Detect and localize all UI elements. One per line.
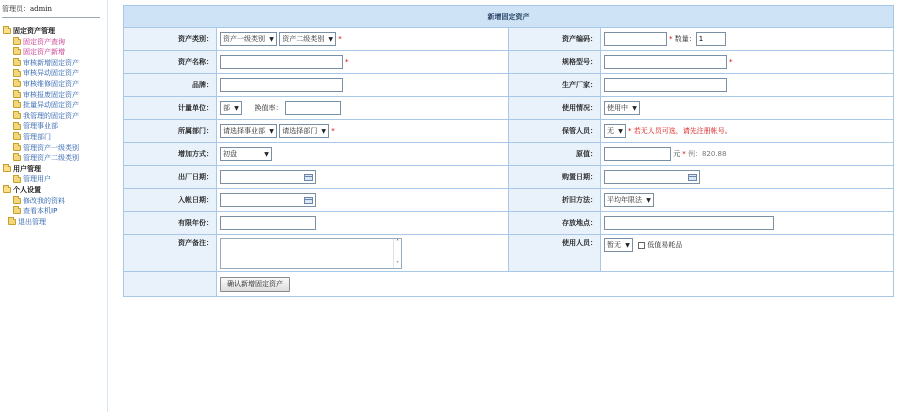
nav-label: 固定资产查询	[23, 37, 65, 46]
nav-item[interactable]	[3, 121, 107, 132]
nav-item[interactable]	[3, 111, 107, 122]
nav-item[interactable]	[3, 79, 107, 90]
nav-tree	[3, 26, 107, 227]
nav-label: 管理事业部	[23, 122, 58, 131]
price-unit: 元	[673, 150, 681, 158]
calendar-icon[interactable]	[304, 174, 313, 181]
folder-icon	[13, 49, 21, 55]
nav-label: 固定资产新增	[23, 48, 65, 57]
required-mark: *	[331, 127, 335, 135]
status-select[interactable]: 使用中 ▼	[604, 101, 640, 115]
name-label: 资产名称：	[124, 51, 217, 74]
price-hint: 例：820.88	[687, 150, 727, 158]
nav-label: 管理部门	[23, 132, 51, 141]
qty-input[interactable]	[696, 32, 726, 46]
nav-item[interactable]	[3, 47, 107, 58]
status-label: 使用情况：	[509, 97, 601, 120]
folder-icon	[13, 102, 21, 108]
folder-icon	[13, 81, 21, 87]
nav-item[interactable]	[3, 132, 107, 143]
memo-textarea[interactable]	[220, 238, 402, 269]
memo-label: 资产备注：	[124, 235, 217, 272]
folder-icon	[13, 113, 21, 119]
price-label: 原值：	[509, 143, 601, 166]
department-select[interactable]: 请选择部门 ▼	[279, 124, 329, 138]
chevron-down-icon: ▼	[646, 196, 651, 204]
chevron-down-icon: ▼	[264, 150, 269, 158]
location-label: 存放地点：	[509, 212, 601, 235]
consumable-checkbox[interactable]	[638, 242, 645, 249]
nav-label: 审核异动固定资产	[23, 69, 79, 78]
chevron-down-icon: ▼	[618, 127, 623, 135]
category1-select[interactable]: 资产一级类别 ▼	[220, 32, 277, 46]
required-mark: *	[669, 35, 673, 43]
nav-label: 批量异动固定资产	[23, 101, 79, 110]
maker-input[interactable]	[604, 78, 727, 92]
nav-label: 审核报废固定资产	[23, 90, 79, 99]
calendar-icon[interactable]	[304, 197, 313, 204]
chevron-down-icon: ▼	[269, 127, 274, 135]
model-input[interactable]	[604, 55, 727, 69]
entry-date-label: 入帐日期：	[124, 189, 217, 212]
folder-icon	[13, 134, 21, 140]
nav-item[interactable]	[3, 143, 107, 154]
nav-item[interactable]	[3, 37, 107, 48]
submit-button[interactable]: 确认新增固定资产	[220, 277, 290, 292]
folder-icon	[13, 177, 21, 183]
years-input[interactable]	[220, 216, 316, 230]
chevron-down-icon: ▼	[328, 35, 334, 43]
sidebar	[0, 0, 108, 412]
factory-date-input[interactable]	[220, 170, 316, 184]
chevron-down-icon: ▼	[625, 241, 630, 249]
entry-date-input[interactable]	[220, 193, 316, 207]
qty-label: 数量：	[674, 35, 696, 43]
add-method-label: 增加方式：	[124, 143, 217, 166]
category-label: 资产类别：	[124, 28, 217, 51]
folder-icon	[8, 219, 16, 225]
folder-icon	[13, 92, 21, 98]
form-table	[123, 5, 894, 297]
nav-label: 管理用户	[23, 175, 51, 184]
location-input[interactable]	[604, 216, 774, 230]
brand-input[interactable]	[220, 78, 343, 92]
add-method-select[interactable]: 初盘 ▼	[220, 147, 272, 161]
purchase-date-input[interactable]	[604, 170, 700, 184]
conv-input[interactable]	[285, 101, 341, 115]
keeper-label: 保管人员：	[509, 120, 601, 143]
brand-label: 品牌：	[124, 74, 217, 97]
nav-group[interactable]	[3, 164, 107, 175]
memo-scrollbar[interactable]	[393, 239, 401, 268]
price-input[interactable]	[604, 147, 671, 161]
required-mark: *	[628, 127, 632, 135]
nav-item[interactable]	[3, 206, 107, 217]
nav-item[interactable]	[3, 153, 107, 164]
nav-label: 固定资产管理	[13, 27, 55, 35]
folder-icon	[13, 198, 21, 204]
scroll-down-icon[interactable]: ˅	[396, 261, 399, 268]
nav-label: 用户管理	[13, 164, 41, 173]
folder-icon	[13, 124, 21, 130]
user-label: 使用人员：	[509, 235, 601, 272]
nav-label: 退出管理	[18, 217, 46, 226]
chevron-down-icon: ▼	[234, 104, 239, 112]
unit-label: 计量单位：	[124, 97, 217, 120]
chevron-down-icon: ▼	[632, 104, 637, 112]
nav-item[interactable]	[3, 58, 107, 69]
folder-icon	[13, 39, 21, 45]
required-mark: *	[682, 150, 686, 158]
factory-date-label: 出厂日期：	[124, 166, 217, 189]
nav-item[interactable]	[3, 174, 107, 185]
nav-label: 管理资产二级类别	[23, 154, 79, 163]
folder-icon	[13, 71, 21, 77]
nav-label: 查看本机IP	[23, 207, 58, 216]
nav-label: 管理资产一级类别	[23, 143, 79, 152]
required-mark: *	[729, 58, 733, 66]
consumable-label: 低值易耗品	[647, 241, 683, 249]
division-select[interactable]: 请选择事业部 ▼	[220, 124, 277, 138]
nav-label: 我管理的固定资产	[23, 111, 79, 120]
add-asset-form	[123, 5, 893, 297]
years-label: 有限年份：	[124, 212, 217, 235]
nav-item[interactable]	[3, 100, 107, 111]
code-input[interactable]	[604, 32, 667, 46]
folder-icon	[13, 145, 21, 151]
keeper-select[interactable]: 无 ▼	[604, 124, 626, 138]
keeper-warning: 若无人员可选，请先注册帐号。	[633, 127, 732, 135]
dept-label: 所属部门：	[124, 120, 217, 143]
folder-icon	[3, 28, 11, 34]
purchase-date-label: 购置日期：	[509, 166, 601, 189]
user-select[interactable]: 暂无 ▼	[604, 238, 633, 252]
admin-label: 管理员：admin	[2, 5, 53, 13]
nav-label: 审核维修固定资产	[23, 79, 79, 88]
name-input[interactable]	[220, 55, 343, 69]
model-label: 规格型号：	[509, 51, 601, 74]
folder-icon	[13, 155, 21, 161]
depreciation-label: 折旧方法：	[509, 189, 601, 212]
conv-label: 换值率：	[254, 104, 283, 112]
nav-label: 个人设置	[13, 185, 41, 194]
scroll-up-icon[interactable]: ˄	[396, 239, 399, 246]
category2-select[interactable]: 资产二级类别 ▼	[279, 32, 336, 46]
required-mark: *	[338, 35, 342, 43]
chevron-down-icon: ▼	[321, 127, 327, 135]
folder-icon	[13, 208, 21, 214]
admin-divider	[2, 17, 100, 18]
required-mark: *	[345, 58, 349, 66]
folder-icon	[3, 187, 11, 193]
nav-item[interactable]	[3, 196, 107, 207]
calendar-icon[interactable]	[688, 174, 697, 181]
folder-icon	[3, 166, 11, 172]
nav-item[interactable]	[3, 90, 107, 101]
unit-select[interactable]: 部 ▼	[220, 101, 242, 115]
nav-label: 审核新增固定资产	[23, 58, 79, 67]
nav-group[interactable]	[3, 185, 107, 196]
folder-icon	[13, 60, 21, 66]
code-label: 资产编码：	[509, 28, 601, 51]
chevron-down-icon: ▼	[269, 35, 274, 43]
nav-item[interactable]	[3, 68, 107, 79]
nav-group[interactable]	[3, 26, 107, 37]
form-title: 新增固定资产	[124, 6, 894, 28]
depreciation-select[interactable]: 平均年限法 ▼	[604, 193, 654, 207]
nav-item[interactable]	[3, 217, 107, 228]
maker-label: 生产厂家：	[509, 74, 601, 97]
nav-label: 修改我的资料	[23, 196, 65, 205]
